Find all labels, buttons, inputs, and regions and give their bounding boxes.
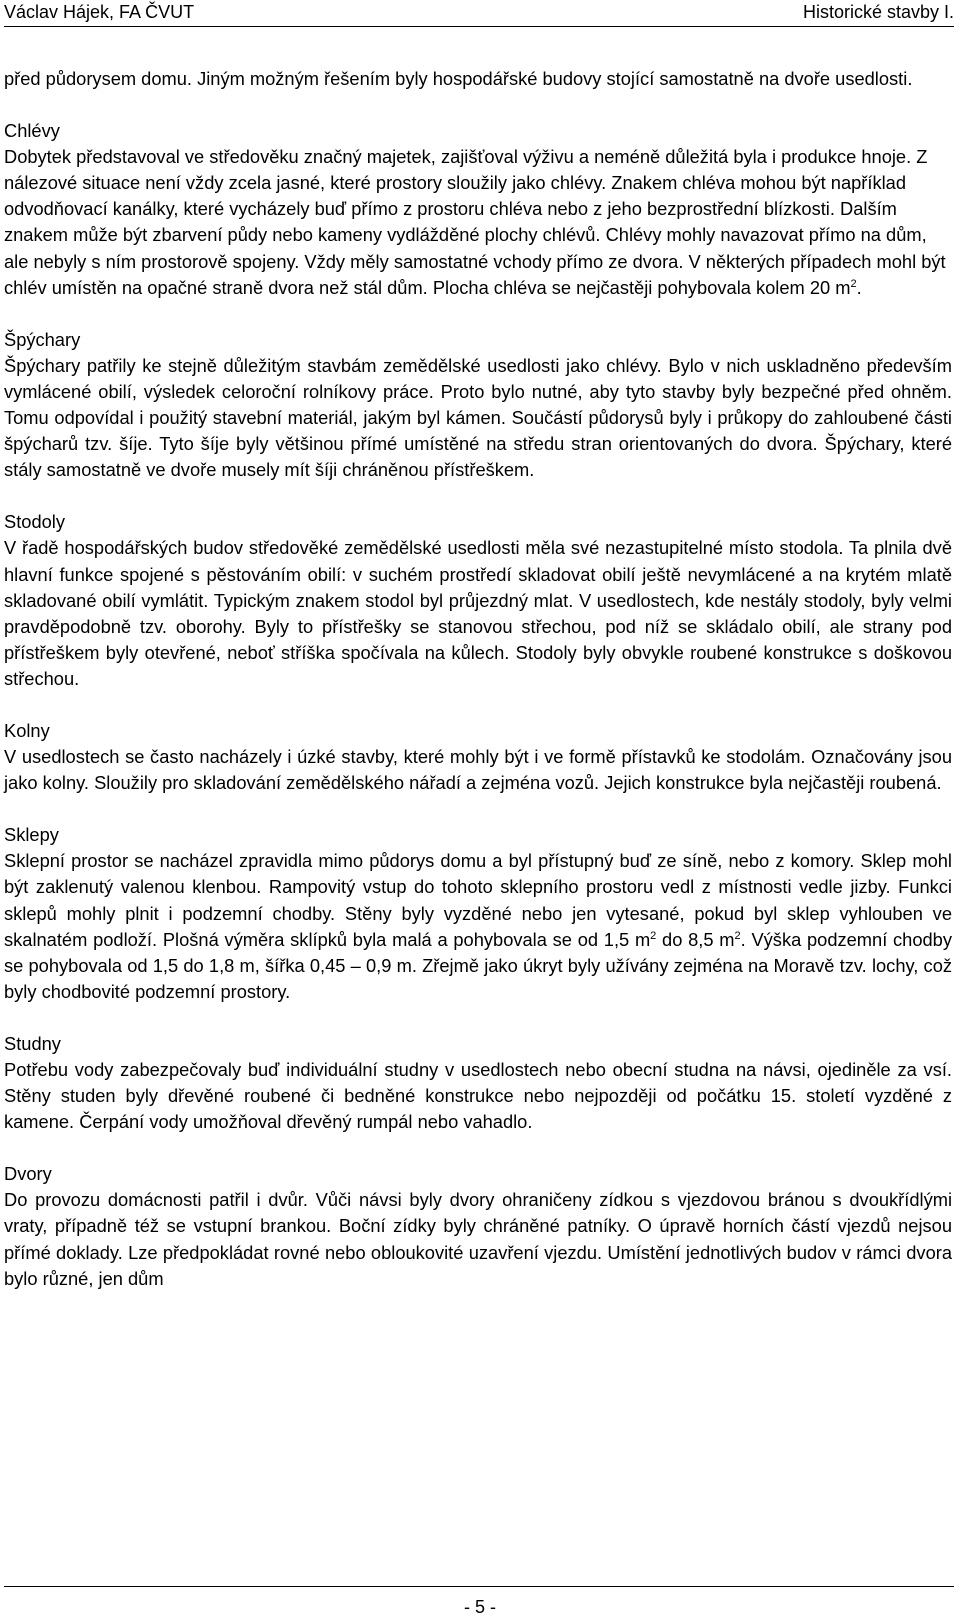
page-number: - 5 - [463,1597,496,1617]
section-paragraph [4,848,952,1005]
footer-divider [4,1586,954,1587]
paragraph-text: Sklepní prostor se nacházel zpravidla mimo půdorys domu a byl přístupný buď ze síně, nebo z komory. Sklep mohl být zaklenutý valenou klenbou. Rampovitý vstup do tohoto sklepního prostoru vedl z místnosti vedle jizby. Funkci sklepů mohly plnit i podzemní chodby. Stěny byly vyzděné nebo jen vytesané, pokud byl sklep vyhlouben ve skalnatém podloží. Plošná výměra sklípků byla malá a pohybovala se od 1,5 m [4,850,952,950]
section-studny [4,1031,952,1135]
section-paragraph: V řadě hospodářských budov středověké zemědělské usedlosti měla své nezastupitelné místo stodola. Ta plnila dvě hlavní funkce spojené s pěstováním obilí: v suchém prostředí skladovat obilí ještě nevymlácené a na krytém mlatě skladované obilí vymlátit. Typickým znakem stodol byl průjezdný mlat. V usedlostech, kde nestály stodoly, byly velmi pravděpodobně tzv. oborohy. Byly to přístřešky se stanovou střechou, pod níž se skládalo obilí, ale strany pod přístřeškem byly otevřené, neboť stříška spočívala na kůlech. Stodoly byly obvykle roubené konstrukce s doškovou střechou. [4,537,952,689]
superscript: 2 [850,277,857,290]
header-course-title: Historické stavby I. [802,2,954,22]
section-sklepy [4,822,952,1005]
section-dvory [4,1161,952,1291]
section-spychary [4,327,952,484]
superscript: 2 [734,929,741,942]
section-paragraph: Potřebu vody zabezpečovaly buď individuální studny v usedlostech nebo obecní studna na návsi, ojediněle za vsí. Stěny studen byly dřevěné roubené či bedněné konstrukce nebo nejpozději od počátku 15. století vyzděné z kamene. Čerpání vody umožňoval dřevěný rumpál nebo vahadlo. [4,1059,952,1133]
paragraph-text: . Výška podzemní chodby se pohybovala od 1,5 do 1,8 m, šířka 0,45 – 0,9 m. Zřejmě jako úkryt byly užívány zejména na Moravě tzv. lochy, což byly chodbovité podzemní prostory. [4,928,952,1002]
section-heading: Stodoly [4,511,65,533]
page-header [4,0,954,27]
section-heading: Kolny [4,719,50,741]
section-heading: Studny [4,1032,61,1054]
section-paragraph: Do provozu domácnosti patřil i dvůr. Vůči návsi byly dvory ohraničeny zídkou s vjezdovou bránou s dvoukřídlými vraty, případně též se vstupní brankou. Boční zídky byly chráněné patníky. O úpravě horních částí vjezdů nejsou přímé doklady. Lze předpokládat rovné nebo obloukovité uzavření vjezdu. Umístění jednotlivých budov v rámci dvora bylo různé, jen dům [4,1189,952,1289]
paragraph-text: . [856,276,862,298]
superscript: 2 [650,929,657,942]
section-stodoly [4,509,952,692]
section-paragraph: Špýchary patřily ke stejně důležitým stavbám zemědělské usedlosti jako chlévy. Bylo v nich uskladněno především vymlácené obilí, výsledek celoroční rolníkovy práce. Proto bylo nutné, aby tyto stavby byly bezpečné před ohněm. Tomu odpovídal i použitý stavební materiál, jakým byl kámen. Součástí půdorysů byly i průkopy do zahloubené části špýcharů tzv. šíje. Tyto šíje byly většinou přímé umístěné na středu stran orientovaných do dvora. Špýchary, které stály samostatně ve dvoře musely mít šíji chráněnou přístřeškem. [4,354,952,481]
section-heading: Špýchary [4,328,81,350]
section-heading: Sklepy [4,824,59,846]
section-heading: Chlévy [4,120,60,142]
section-kolny [4,718,952,796]
intro-paragraph: před půdorysem domu. Jiným možným řešením byly hospodářské budovy stojící samostatně na dvoře usedlosti. [4,68,913,89]
document-body [4,66,952,1292]
section-heading: Dvory [4,1163,52,1185]
header-author: Václav Hájek, FA ČVUT [4,2,195,22]
section-paragraph [4,144,952,301]
paragraph-text: do 8,5 m [656,928,735,950]
paragraph-text: Dobytek představoval ve středověku značný majetek, zajišťoval výživu a neméně důležitá byla i produkce hnoje. Z nálezové situace není vždy zcela jasné, které prostory sloužily jako chlévy. Znakem chléva mohou být například odvodňovací kanálky, které vycházely buď přímo z prostoru chléva nebo z jeho bezprostřední blízkosti. Dalším znakem může být zbarvení půdy nebo kameny vydlážděné plochy chlévů. Chlévy mohly navazovat přímo na dům, ale nebyly s ním prostorově spojeny. Vždy měly samostatné vchody přímo ze dvora. V některých případech mohl být chlév umístěn na opačné straně dvora než stál dům. Plocha chléva se nejčastěji pohybovala kolem 20 m [4,146,946,298]
section-paragraph: V usedlostech se často nacházely i úzké stavby, které mohly být i ve formě přístavků ke stodolám. Označovány jsou jako kolny. Sloužily pro skladování zemědělského nářadí a zejména vozů. Jejich konstrukce byla nejčastěji roubená. [4,746,952,794]
section-chlevy [4,118,952,301]
